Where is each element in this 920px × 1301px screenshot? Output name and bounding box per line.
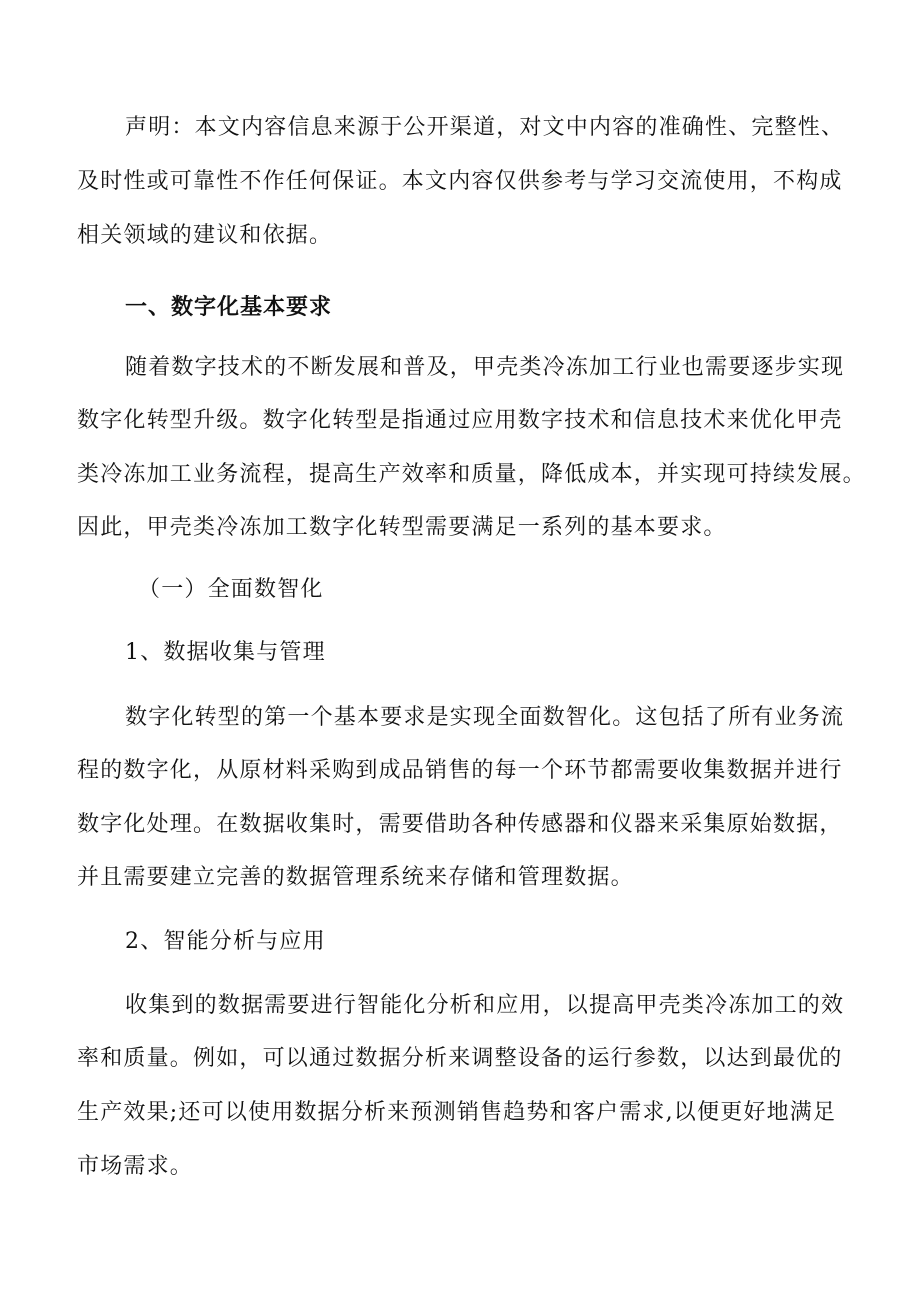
paragraph-line: 数字化处理。在数据收集时，需要借助各种传感器和仪器来采集原始数据， [77,812,843,837]
paragraph-line: 因此，甲壳类冷冻加工数字化转型需要满足一系列的基本要求。 [77,515,727,540]
section-heading: 一、数字化基本要求 [125,294,333,320]
paragraph-line: 收集到的数据需要进行智能化分析和应用，以提高甲壳类冷冻加工的效 [125,993,845,1018]
paragraph-line: 并且需要建立完善的数据管理系统来存储和管理数据。 [77,865,634,890]
item-heading: 1、数据收集与管理 [125,640,326,665]
paragraph-line: 相关领域的建议和依据。 [77,223,333,248]
paragraph-line: 市场需求。 [77,1154,194,1179]
paragraph-line: 数字化转型的第一个基本要求是实现全面数智化。这包括了所有业务流 [125,705,845,730]
paragraph-line: 程的数字化，从原材料采购到成品销售的每一个环节都需要收集数据并进行 [77,758,843,783]
item-heading: 2、智能分析与应用 [125,929,326,954]
paragraph-line: 声明：本文内容信息来源于公开渠道，对文中内容的准确性、完整性、 [125,115,845,140]
paragraph-line: 及时性或可靠性不作任何保证。本文内容仅供参考与学习交流使用，不构成 [77,169,843,194]
paragraph-line: 随着数字技术的不断发展和普及，甲壳类冷冻加工行业也需要逐步实现 [125,355,845,380]
paragraph-line: 类冷冻加工业务流程，提高生产效率和质量，降低成本，并实现可持续发展。 [77,462,866,487]
paragraph-line: 生产效果;还可以使用数据分析来预测销售趋势和客户需求,以便更好地满足 [77,1100,837,1125]
subsection-heading: （一）全面数智化 [138,577,324,602]
paragraph-line: 数字化转型升级。数字化转型是指通过应用数字技术和信息技术来优化甲壳 [77,408,843,433]
paragraph-line: 率和质量。例如，可以通过数据分析来调整设备的运行参数，以达到最优的 [77,1046,843,1071]
